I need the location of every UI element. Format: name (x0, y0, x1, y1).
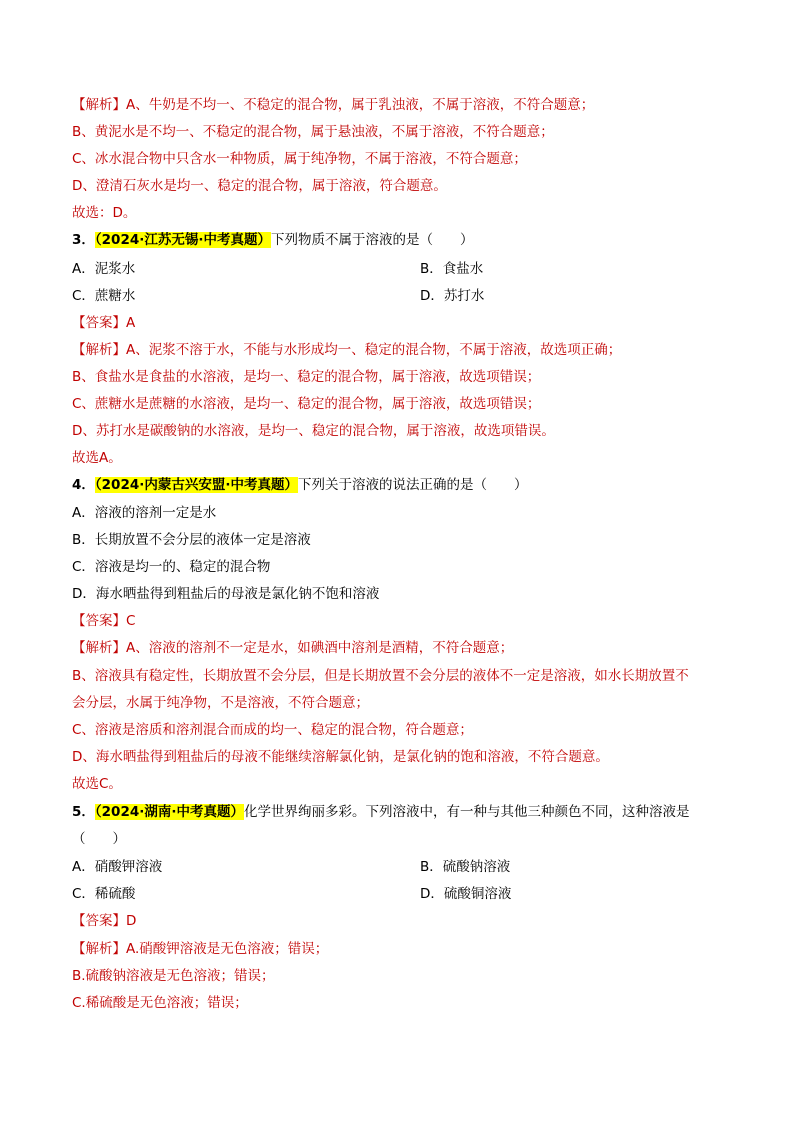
option-d: D．海水晒盐得到粗盐后的母液是氯化钠不饱和溶液 (72, 586, 380, 602)
answer-tag: 【答案】 (72, 315, 126, 331)
analysis-line: B、黄泥水是不均一、不稳定的混合物，属于悬浊液，不属于溶液，不符合题意； (72, 124, 554, 140)
options-row (72, 885, 722, 903)
question-number: 5． (72, 804, 95, 820)
answer-line (72, 314, 722, 332)
question-source: （2024·江苏无锡·中考真题） (94, 232, 271, 248)
analysis-line (72, 639, 722, 657)
conclusion-line: 故选：D。 (72, 205, 137, 221)
option-b: B．长期放置不会分层的液体一定是溶液 (72, 532, 311, 548)
option-c: C．溶液是均一的、稳定的混合物 (72, 559, 271, 575)
option-b: B．食盐水 (420, 261, 484, 277)
analysis-line: D、苏打水是碳酸钠的水溶液，是均一、稳定的混合物，属于溶液，故选项错误。 (72, 423, 555, 439)
question-source: （2024·内蒙古兴安盟·中考真题） (94, 477, 298, 493)
answer-value: A (126, 315, 136, 331)
options-row (72, 287, 722, 305)
analysis-text: A、牛奶是不均一、不稳定的混合物，属于乳浊液，不属于溶液，不符合题意； (126, 97, 595, 113)
question-number: 3． (72, 232, 95, 248)
option-d: D．苏打水 (420, 288, 485, 304)
question-number: 4． (72, 477, 95, 493)
option-b: B．硫酸钠溶液 (420, 859, 511, 875)
options-row (72, 260, 722, 278)
conclusion-line: 故选C。 (72, 776, 122, 792)
analysis-line: 会分层，水属于纯净物，不是溶液，不符合题意； (72, 695, 369, 711)
analysis-line (72, 96, 722, 114)
analysis-tag: 【解析】 (72, 97, 126, 113)
option-a: A．硝酸钾溶液 (72, 859, 163, 875)
analysis-line (72, 940, 722, 958)
analysis-line: B、溶液具有稳定性，长期放置不会分层，但是长期放置不会分层的液体不一定是溶液，如水长期放置不 (72, 668, 689, 684)
analysis-line: D、海水晒盐得到粗盐后的母液不能继续溶解氯化钠，是氯化钠的饱和溶液，不符合题意。 (72, 749, 609, 765)
question-text: 下列关于溶液的说法正确的是（ ） (298, 477, 528, 493)
analysis-text: A.硝酸钾溶液是无色溶液；错误； (126, 941, 329, 957)
option-c: C．稀硫酸 (72, 886, 136, 902)
question-blank: （ ） (72, 831, 126, 847)
analysis-line: D、澄清石灰水是均一、稳定的混合物，属于溶液，符合题意。 (72, 178, 447, 194)
option-a: A．溶液的溶剂一定是水 (72, 505, 217, 521)
option-a: A．泥浆水 (72, 261, 136, 277)
answer-line (72, 612, 722, 630)
answer-tag: 【答案】 (72, 913, 126, 929)
analysis-tag: 【解析】 (72, 941, 126, 957)
question-4-stem (72, 476, 722, 494)
analysis-line: C.稀硫酸是无色溶液；错误； (72, 995, 248, 1011)
option-c: C．蔗糖水 (72, 288, 136, 304)
answer-tag: 【答案】 (72, 613, 126, 629)
analysis-line: B.硫酸钠溶液是无色溶液；错误； (72, 968, 275, 984)
question-text: 化学世界绚丽多彩。下列溶液中，有一种与其他三种颜色不同，这种溶液是 (244, 804, 690, 820)
analysis-tag: 【解析】 (72, 342, 126, 358)
options-row (72, 858, 722, 876)
question-text: 下列物质不属于溶液的是（ ） (271, 232, 474, 248)
analysis-text: A、溶液的溶剂不一定是水，如碘酒中溶剂是酒精，不符合题意； (126, 640, 514, 656)
question-3-stem (72, 231, 722, 249)
analysis-line (72, 341, 722, 359)
conclusion-line: 故选A。 (72, 450, 122, 466)
answer-value: C (126, 613, 136, 629)
analysis-line: C、溶液是溶质和溶剂混合而成的均一、稳定的混合物，符合题意； (72, 722, 473, 738)
analysis-line: C、蔗糖水是蔗糖的水溶液，是均一、稳定的混合物，属于溶液，故选项错误； (72, 396, 541, 412)
answer-value: D (126, 913, 137, 929)
option-d: D．硫酸铜溶液 (420, 886, 512, 902)
analysis-text: A、泥浆不溶于水，不能与水形成均一、稳定的混合物，不属于溶液，故选项正确； (126, 342, 622, 358)
analysis-line: B、食盐水是食盐的水溶液，是均一、稳定的混合物，属于溶液，故选项错误； (72, 369, 541, 385)
analysis-tag: 【解析】 (72, 640, 126, 656)
question-source: （2024·湖南·中考真题） (94, 804, 244, 820)
question-5-stem (72, 803, 722, 821)
analysis-line: C、冰水混合物中只含水一种物质，属于纯净物，不属于溶液，不符合题意； (72, 151, 527, 167)
answer-line (72, 912, 722, 930)
